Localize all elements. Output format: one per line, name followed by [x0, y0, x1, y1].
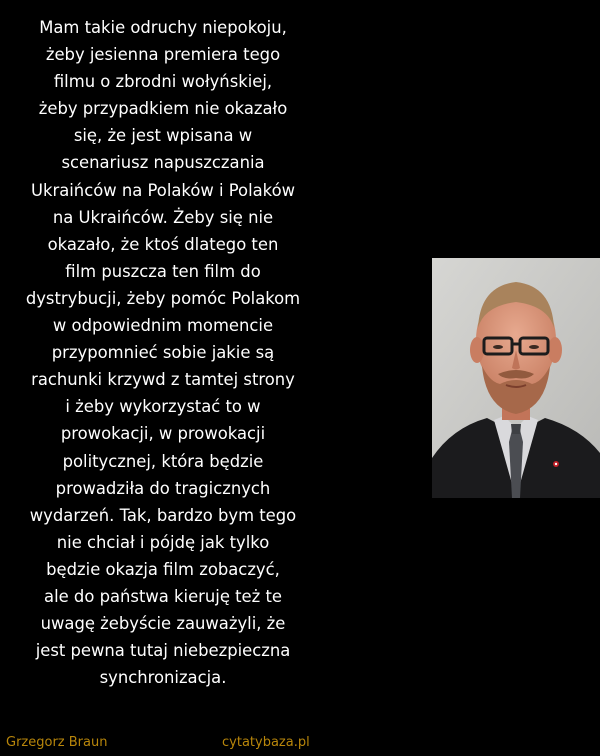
- quote-line: prowadziła do tragicznych: [55, 478, 271, 498]
- quote-line: politycznej, która będzie: [62, 451, 264, 471]
- quote-line: film puszcza ten film do: [65, 261, 261, 281]
- quote-line: i żeby wykorzystać to w: [65, 397, 261, 417]
- quote-line: synchronizacja.: [99, 668, 227, 688]
- quote-line: przypomnieć sobie jakie są: [51, 343, 275, 363]
- quote-line: dystrybucji, żeby pomóc Polakom: [25, 288, 301, 308]
- quote-line: rachunki krzywd z tamtej strony: [31, 370, 295, 390]
- quote-line: scenariusz napuszczania: [61, 153, 265, 173]
- quote-line: się, że jest wpisana w: [73, 126, 253, 146]
- quote-line: okazało, że ktoś dlatego ten: [47, 234, 279, 254]
- site-link[interactable]: cytatybaza.pl: [222, 735, 310, 750]
- quote-line: filmu o zbrodni wołyńskiej,: [53, 72, 273, 92]
- author-photo: [432, 258, 600, 498]
- quote-line: w odpowiednim momencie: [52, 316, 274, 336]
- quote-line: żeby jesienna premiera tego: [45, 45, 281, 65]
- quote-line: prowokacji, w prowokacji: [60, 424, 266, 444]
- quote-line: Mam takie odruchy niepokoju,: [39, 18, 287, 37]
- quote-line: jest pewna tutaj niebezpieczna: [35, 641, 291, 661]
- quote-line: żeby przypadkiem nie okazało: [38, 99, 288, 119]
- author-link[interactable]: Grzegorz Braun: [6, 735, 108, 750]
- quote-line: uwagę żebyście zauważyli, że: [40, 614, 286, 634]
- quote-line: będzie okazja film zobaczyć,: [46, 559, 280, 579]
- quote-line: ale do państwa kieruję też te: [44, 586, 282, 606]
- quote-line: wydarzeń. Tak, bardzo bym tego: [29, 505, 297, 525]
- quote-line: nie chciał i pójdę jak tylko: [56, 532, 270, 552]
- quote-line: na Ukraińców. Żeby się nie: [52, 207, 274, 227]
- quote-text: [12, 14, 314, 691]
- quote-line: Ukraińców na Polaków i Polaków: [30, 180, 296, 200]
